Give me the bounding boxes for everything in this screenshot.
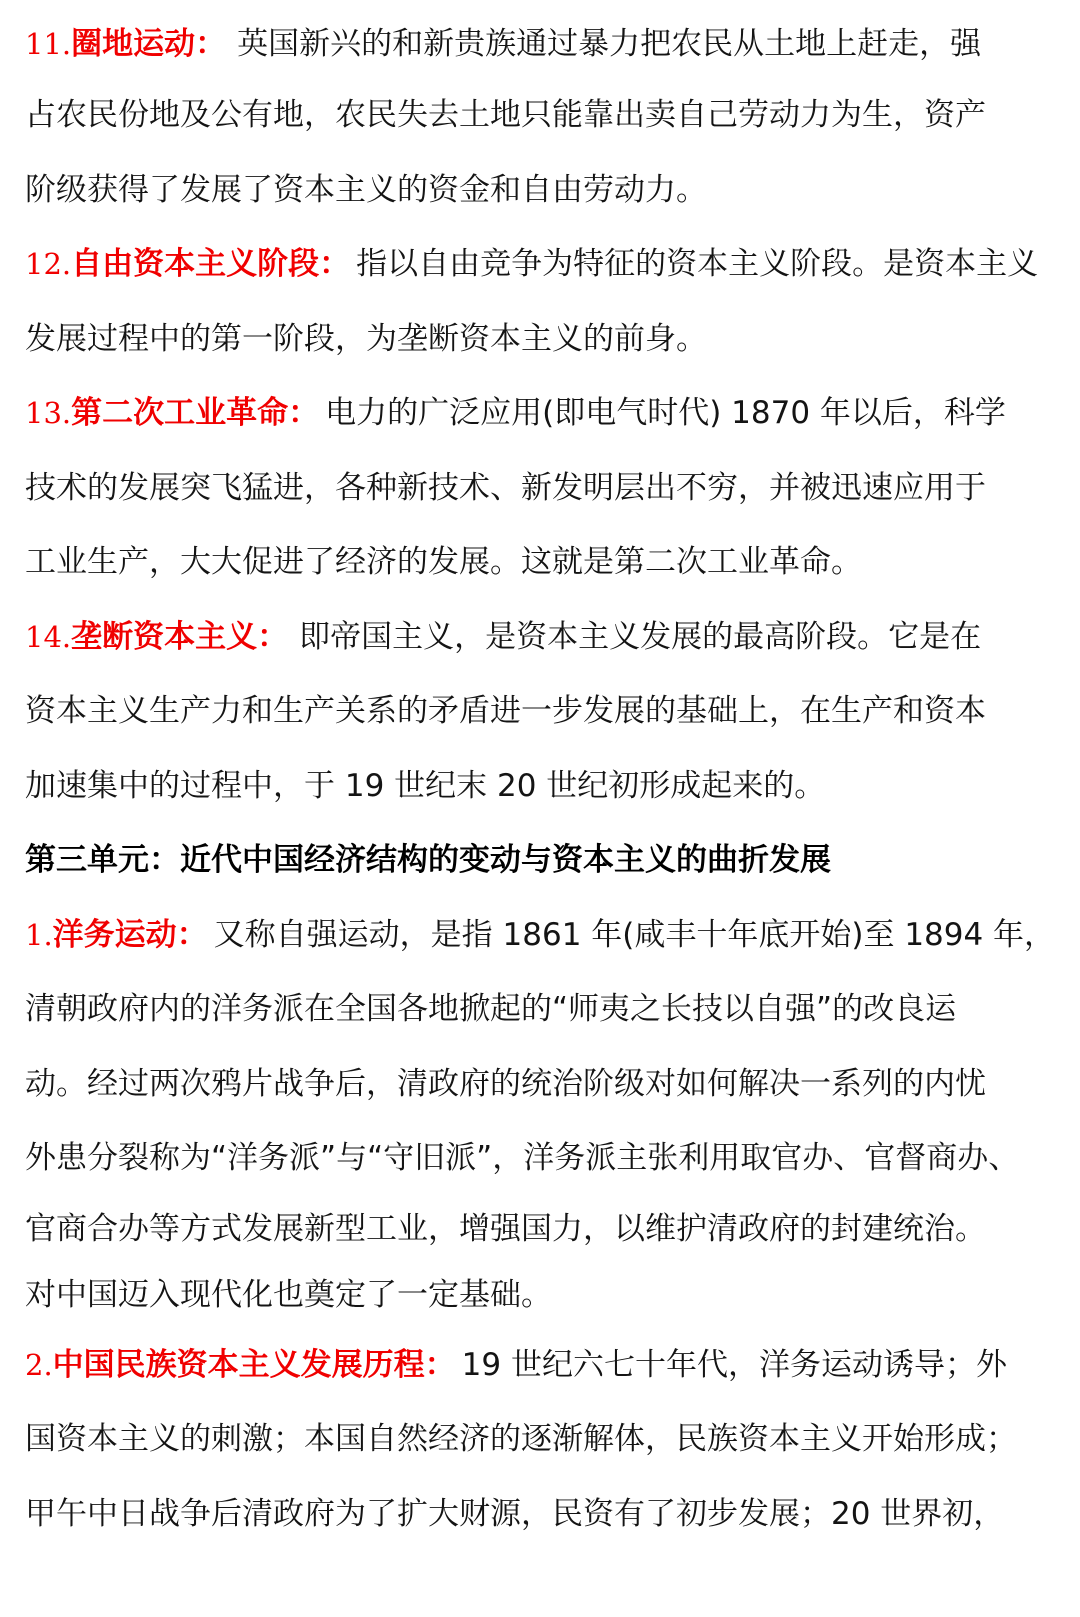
entry-body-text: 工业生产，大大促进了经济的发展。这就是第二次工业革命。 bbox=[25, 544, 862, 580]
paragraph-line bbox=[25, 674, 1055, 749]
paragraph-line bbox=[25, 0, 1055, 78]
paragraph-line bbox=[25, 227, 1055, 302]
paragraph-line bbox=[25, 78, 1055, 153]
entry-term: 洋务运动 bbox=[52, 916, 177, 953]
entry-body-text: 甲午中日战争后清政府为了扩大财源，民资有了初步发展；20 世界初， bbox=[25, 1495, 1005, 1532]
paragraph-line bbox=[25, 525, 1055, 600]
entry-body-text: 对中国迈入现代化也奠定了一定基础。 bbox=[25, 1276, 552, 1313]
paragraph-line bbox=[25, 1328, 1055, 1403]
paragraph-line bbox=[25, 153, 1055, 228]
paragraph-line bbox=[25, 898, 1055, 973]
entry-term: 圈地运动 bbox=[71, 26, 196, 62]
entry-body-text: 19 世纪六七十年代，洋务运动诱导；外 bbox=[461, 1346, 1007, 1383]
entry-body-text: 官商合办等方式发展新型工业，增强国力，以维护清政府的封建统治。 bbox=[25, 1210, 986, 1247]
paragraph-line bbox=[25, 1402, 1055, 1477]
entry-body-text: 电力的广泛应用(即电气时代) 1870 年以后，科学 bbox=[325, 395, 1006, 431]
entry-colon: ： bbox=[288, 395, 320, 431]
entry-colon: ： bbox=[176, 916, 208, 953]
paragraph-line bbox=[25, 1121, 1055, 1196]
entry-body-text: 资本主义生产力和生产关系的矛盾进一步发展的基础上，在生产和资本 bbox=[25, 693, 986, 729]
entry-term: 中国民族资本主义发展历程 bbox=[52, 1346, 425, 1383]
entry-body-text: 又称自强运动，是指 1861 年(咸丰十年底开始)至 1894 年， bbox=[213, 916, 1056, 953]
entry-number: 12. bbox=[25, 247, 72, 281]
section-header-line bbox=[25, 823, 1055, 898]
entry-number: 2. bbox=[25, 1347, 53, 1382]
entry-colon: ： bbox=[319, 246, 351, 282]
entry-body-text: 占农民份地及公有地，农民失去土地只能靠出卖自己劳动力为生，资产 bbox=[25, 97, 986, 133]
entry-colon: ： bbox=[424, 1346, 456, 1383]
paragraph-line bbox=[25, 1196, 1055, 1262]
entry-term: 垄断资本主义 bbox=[71, 618, 258, 655]
entry-number: 14. bbox=[25, 619, 72, 654]
entry-number: 1. bbox=[25, 917, 53, 952]
paragraph-line bbox=[25, 1047, 1055, 1122]
paragraph-line bbox=[25, 302, 1055, 377]
entry-number: 13. bbox=[25, 396, 72, 430]
entry-body-text: 外患分裂称为“洋务派”与“守旧派”，洋务派主张利用取官办、官督商办、 bbox=[25, 1140, 1020, 1176]
entry-body-text: 即帝国主义，是资本主义发展的最高阶段。它是在 bbox=[299, 618, 982, 655]
entry-body-text: 阶级获得了发展了资本主义的资金和自由劳动力。 bbox=[25, 171, 707, 208]
paragraph-line bbox=[25, 1262, 1055, 1328]
entry-body-text: 清朝政府内的洋务派在全国各地掀起的“师夷之长技以自强”的改良运 bbox=[25, 991, 957, 1027]
paragraph-line bbox=[25, 1477, 1055, 1552]
paragraph-line bbox=[25, 376, 1055, 451]
section-header: 第三单元：近代中国经济结构的变动与资本主义的曲折发展 bbox=[25, 842, 831, 878]
entry-term: 第二次工业革命 bbox=[71, 395, 289, 431]
paragraph-line bbox=[25, 749, 1055, 824]
paragraph-line bbox=[25, 972, 1055, 1047]
entry-body-text: 加速集中的过程中，于 19 世纪末 20 世纪初形成起来的。 bbox=[25, 767, 826, 804]
entry-body-text: 指以自由竞争为特征的资本主义阶段。是资本主义 bbox=[356, 246, 1039, 282]
entry-body-text: 动。经过两次鸦片战争后，清政府的统治阶级对如何解决一系列的内忧 bbox=[25, 1065, 986, 1102]
entry-body-text: 技术的发展突飞猛进，各种新技术、新发明层出不穷，并被迅速应用于 bbox=[25, 469, 986, 506]
paragraph-line bbox=[25, 600, 1055, 675]
paragraph-line bbox=[25, 451, 1055, 526]
entry-body-text: 国资本主义的刺激；本国自然经济的逐渐解体，民族资本主义开始形成； bbox=[25, 1421, 1017, 1457]
entry-colon: ： bbox=[195, 26, 227, 62]
entry-body-text: 发展过程中的第一阶段，为垄断资本主义的前身。 bbox=[25, 320, 707, 357]
entry-number: 11. bbox=[25, 27, 72, 61]
entry-body-text: 英国新兴的和新贵族通过暴力把农民从土地上赶走，强 bbox=[237, 26, 982, 62]
entry-colon: ： bbox=[257, 618, 289, 655]
entry-term: 自由资本主义阶段 bbox=[71, 246, 320, 282]
